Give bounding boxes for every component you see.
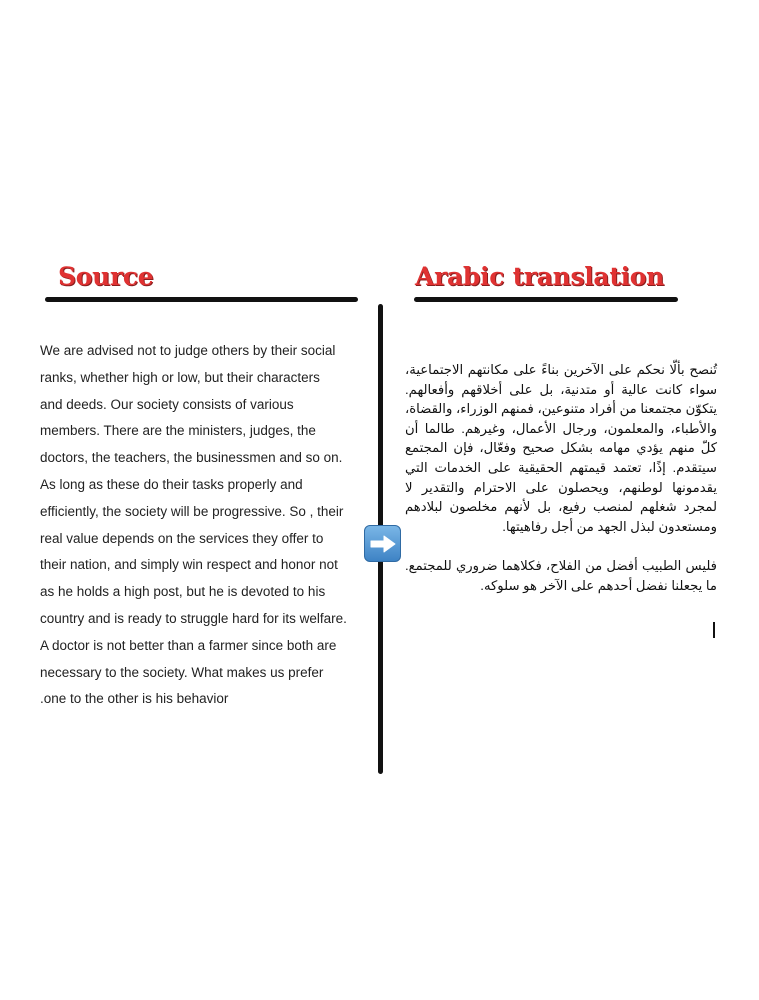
source-line: country and is ready to struggle hard for its welfare. xyxy=(40,610,347,626)
text-cursor xyxy=(713,622,715,638)
arabic-paragraph-1: تُنصح بألّا نحكم على الآخرين بناءً على مكانتهم الاجتماعية، سواء كانت عالية أو متدنية، بل على أخلاقهم وأفعالهم. يتكوّن مجتمعنا من أفراد متنوعين، فمنهم الوزراء، والقضاة، والأطباء، والمعلمون، ورجال الأعمال، وغيرهم. طالما أن كلّ منهم يؤدي مهامه بشكل صحيح وفعّال، فإن المجتمع سيتقدم. إذًا، تعتمد قيمتهم الحقيقية على الخدمات التي يقدمونها لوطنهم، ويحصلون على الاحترام والتقدير لا لمجرد شغلهم لمنصب رفيع، بل لأنهم مخلصون لبلادهم ومستعدون لبذل الجهد من أجل رفاهيتها. xyxy=(405,362,717,534)
source-line: members. There are the ministers, judges, the xyxy=(40,423,316,439)
source-line: their nation, and simply win respect and honor not xyxy=(40,557,338,573)
source-line: doctors, the teachers, the businessmen and so on. xyxy=(40,450,343,466)
source-line: A doctor is not better than a farmer since both are xyxy=(40,637,337,653)
source-line: efficiently, the society will be progressive. So , their xyxy=(40,503,344,519)
source-line: .one to the other is his behavior xyxy=(40,691,229,707)
right-arrow-icon xyxy=(364,525,401,562)
source-heading: Source xyxy=(58,262,154,291)
source-heading-underline xyxy=(45,297,358,302)
source-line: and deeds. Our society consists of various xyxy=(40,396,294,412)
source-line: necessary to the society. What makes us prefer xyxy=(40,664,324,680)
arabic-translation-heading: Arabic translation xyxy=(415,262,665,291)
arabic-heading-underline xyxy=(414,297,678,302)
source-line: As long as these do their tasks properly and xyxy=(40,476,303,492)
source-line: We are advised not to judge others by their social xyxy=(40,343,336,358)
arabic-paragraph-2: فليس الطبيب أفضل من الفلاح، فكلاهما ضروري للمجتمع. ما يجعلنا نفضل أحدهم على الآخر هو سلوكه. xyxy=(405,558,717,593)
source-line: real value depends on the services they offer to xyxy=(40,530,324,546)
source-text xyxy=(40,338,360,713)
source-line: ranks, whether high or low, but their characters xyxy=(40,369,320,385)
source-line: as he holds a high post, but he is devoted to his xyxy=(40,584,326,600)
arabic-translation-text[interactable] xyxy=(405,360,717,596)
